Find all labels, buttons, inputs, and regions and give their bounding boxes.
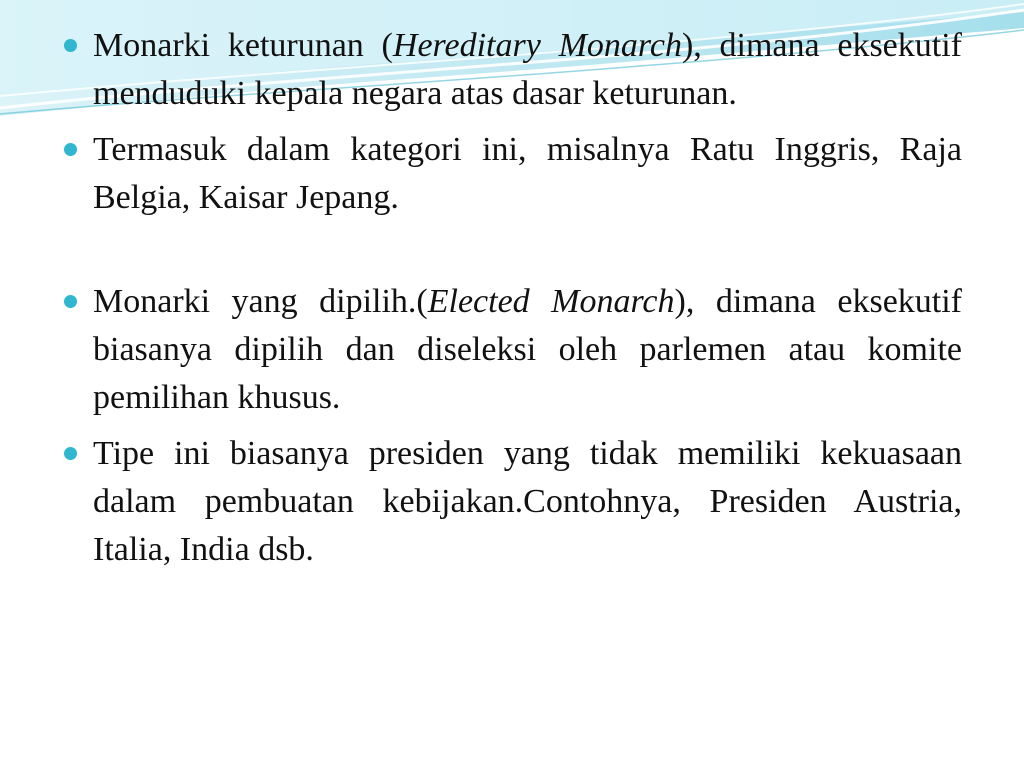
bullet-text: Tipe ini biasanya presiden yang tidak memiliki kekuasaan dalam pembuatan kebijakan.Contohnya, Presiden Austria, Italia, India dsb. xyxy=(93,435,962,568)
bullet-item xyxy=(64,22,962,118)
bullet-dot-icon xyxy=(64,295,77,308)
bullet-dot-icon xyxy=(64,39,77,52)
bullet-text: Termasuk dalam kategori ini, misalnya Ratu Inggris, Raja Belgia, Kaisar Jepang. xyxy=(93,131,962,216)
bullet-item xyxy=(64,278,962,422)
bullet-item xyxy=(64,126,962,222)
slide-body xyxy=(64,22,962,574)
bullet-text: Monarki keturunan ( xyxy=(93,27,393,64)
bullet-italic-term: Elected Monarch xyxy=(427,283,675,320)
bullet-item xyxy=(64,430,962,574)
bullet-dot-icon xyxy=(64,143,77,156)
bullet-dot-icon xyxy=(64,447,77,460)
bullet-text-rest: ), dimana eksekutif menduduki kepala negara atas dasar keturunan. xyxy=(93,27,962,112)
bullet-text: Monarki yang dipilih.( xyxy=(93,283,428,320)
bullet-text-rest: ), dimana eksekutif biasanya dipilih dan diseleksi oleh parlemen atau komite pemilihan khusus. xyxy=(93,283,962,416)
bullet-italic-term: Hereditary Monarch xyxy=(392,27,682,64)
